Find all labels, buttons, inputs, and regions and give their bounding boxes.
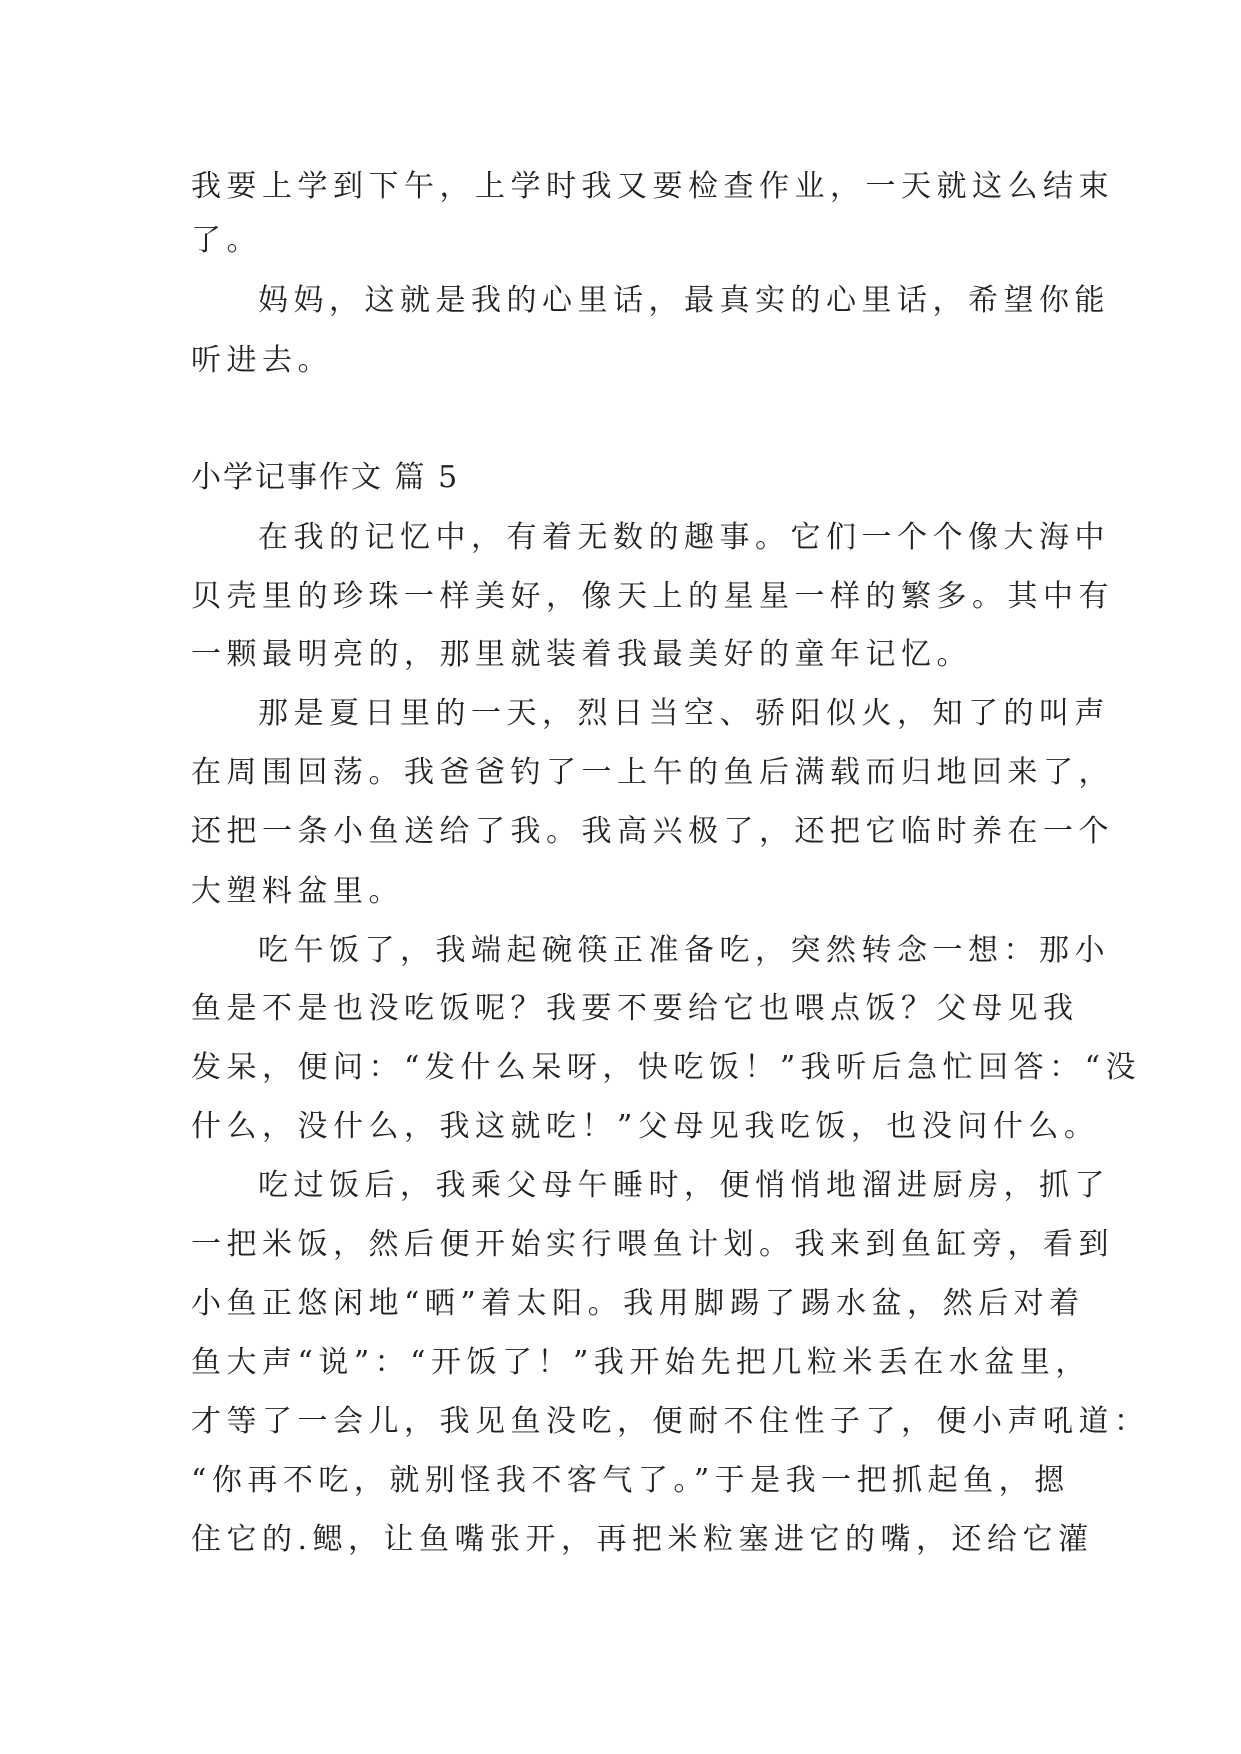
text-line: 才等了一会儿，我见鱼没吃，便耐不住性子了，便小声吼道： xyxy=(191,1404,1150,1439)
section-heading: 小学记事作文 篇 5 xyxy=(191,460,460,495)
paragraph-start: 吃午饭了，我端起碗筷正准备吃，突然转念一想：那小 xyxy=(258,933,1110,968)
text-line: 我要上学到下午，上学时我又要检查作业，一天就这么结束 xyxy=(191,169,1114,204)
text-line: 鱼大声“说”：“开饭了！”我开始先把几粒米丢在水盆里， xyxy=(191,1345,1091,1380)
text-line: 鱼是不是也没吃饭呢？我要不要给它也喂点饭？父母见我 xyxy=(191,991,1079,1026)
text-line: 了。 xyxy=(191,223,262,258)
text-line: 小鱼正悠闲地“晒”着太阳。我用脚踢了踢水盆，然后对着 xyxy=(191,1286,1085,1321)
text-line: 贝壳里的珍珠一样美好，像天上的星星一样的繁多。其中有 xyxy=(191,579,1114,614)
text-line: 还把一条小鱼送给了我。我高兴极了，还把它临时养在一个 xyxy=(191,814,1114,849)
paragraph-start: 妈妈，这就是我的心里话，最真实的心里话，希望你能 xyxy=(258,283,1110,318)
text-line: 一把米饭，然后便开始实行喂鱼计划。我来到鱼缸旁，看到 xyxy=(191,1227,1114,1262)
paragraph-start: 那是夏日里的一天，烈日当空、骄阳似火，知了的叫声 xyxy=(258,696,1110,731)
text-line: 一颗最明亮的，那里就装着我最美好的童年记忆。 xyxy=(191,637,972,672)
text-line: 大塑料盆里。 xyxy=(191,874,404,909)
text-line: “你再不吃，就别怪我不客气了。”于是我一把抓起鱼，摁 xyxy=(191,1463,1070,1498)
text-line: 什么，没什么，我这就吃！”父母见我吃饭，也没问什么。 xyxy=(191,1109,1100,1144)
text-line: 在周围回荡。我爸爸钓了一上午的鱼后满载而归地回来了， xyxy=(191,755,1114,790)
text-line: 住它的.鳃，让鱼嘴张开，再把米粒塞进它的嘴，还给它灌 xyxy=(191,1522,1094,1557)
paragraph-start: 吃过饭后，我乘父母午睡时，便悄悄地溜进厨房，抓了 xyxy=(258,1168,1110,1203)
text-line: 发呆，便问：“发什么呆呀，快吃饭！”我听后急忙回答：“没 xyxy=(191,1050,1142,1085)
paragraph-start: 在我的记忆中，有着无数的趣事。它们一个个像大海中 xyxy=(258,520,1110,555)
text-line: 听进去。 xyxy=(191,343,333,378)
